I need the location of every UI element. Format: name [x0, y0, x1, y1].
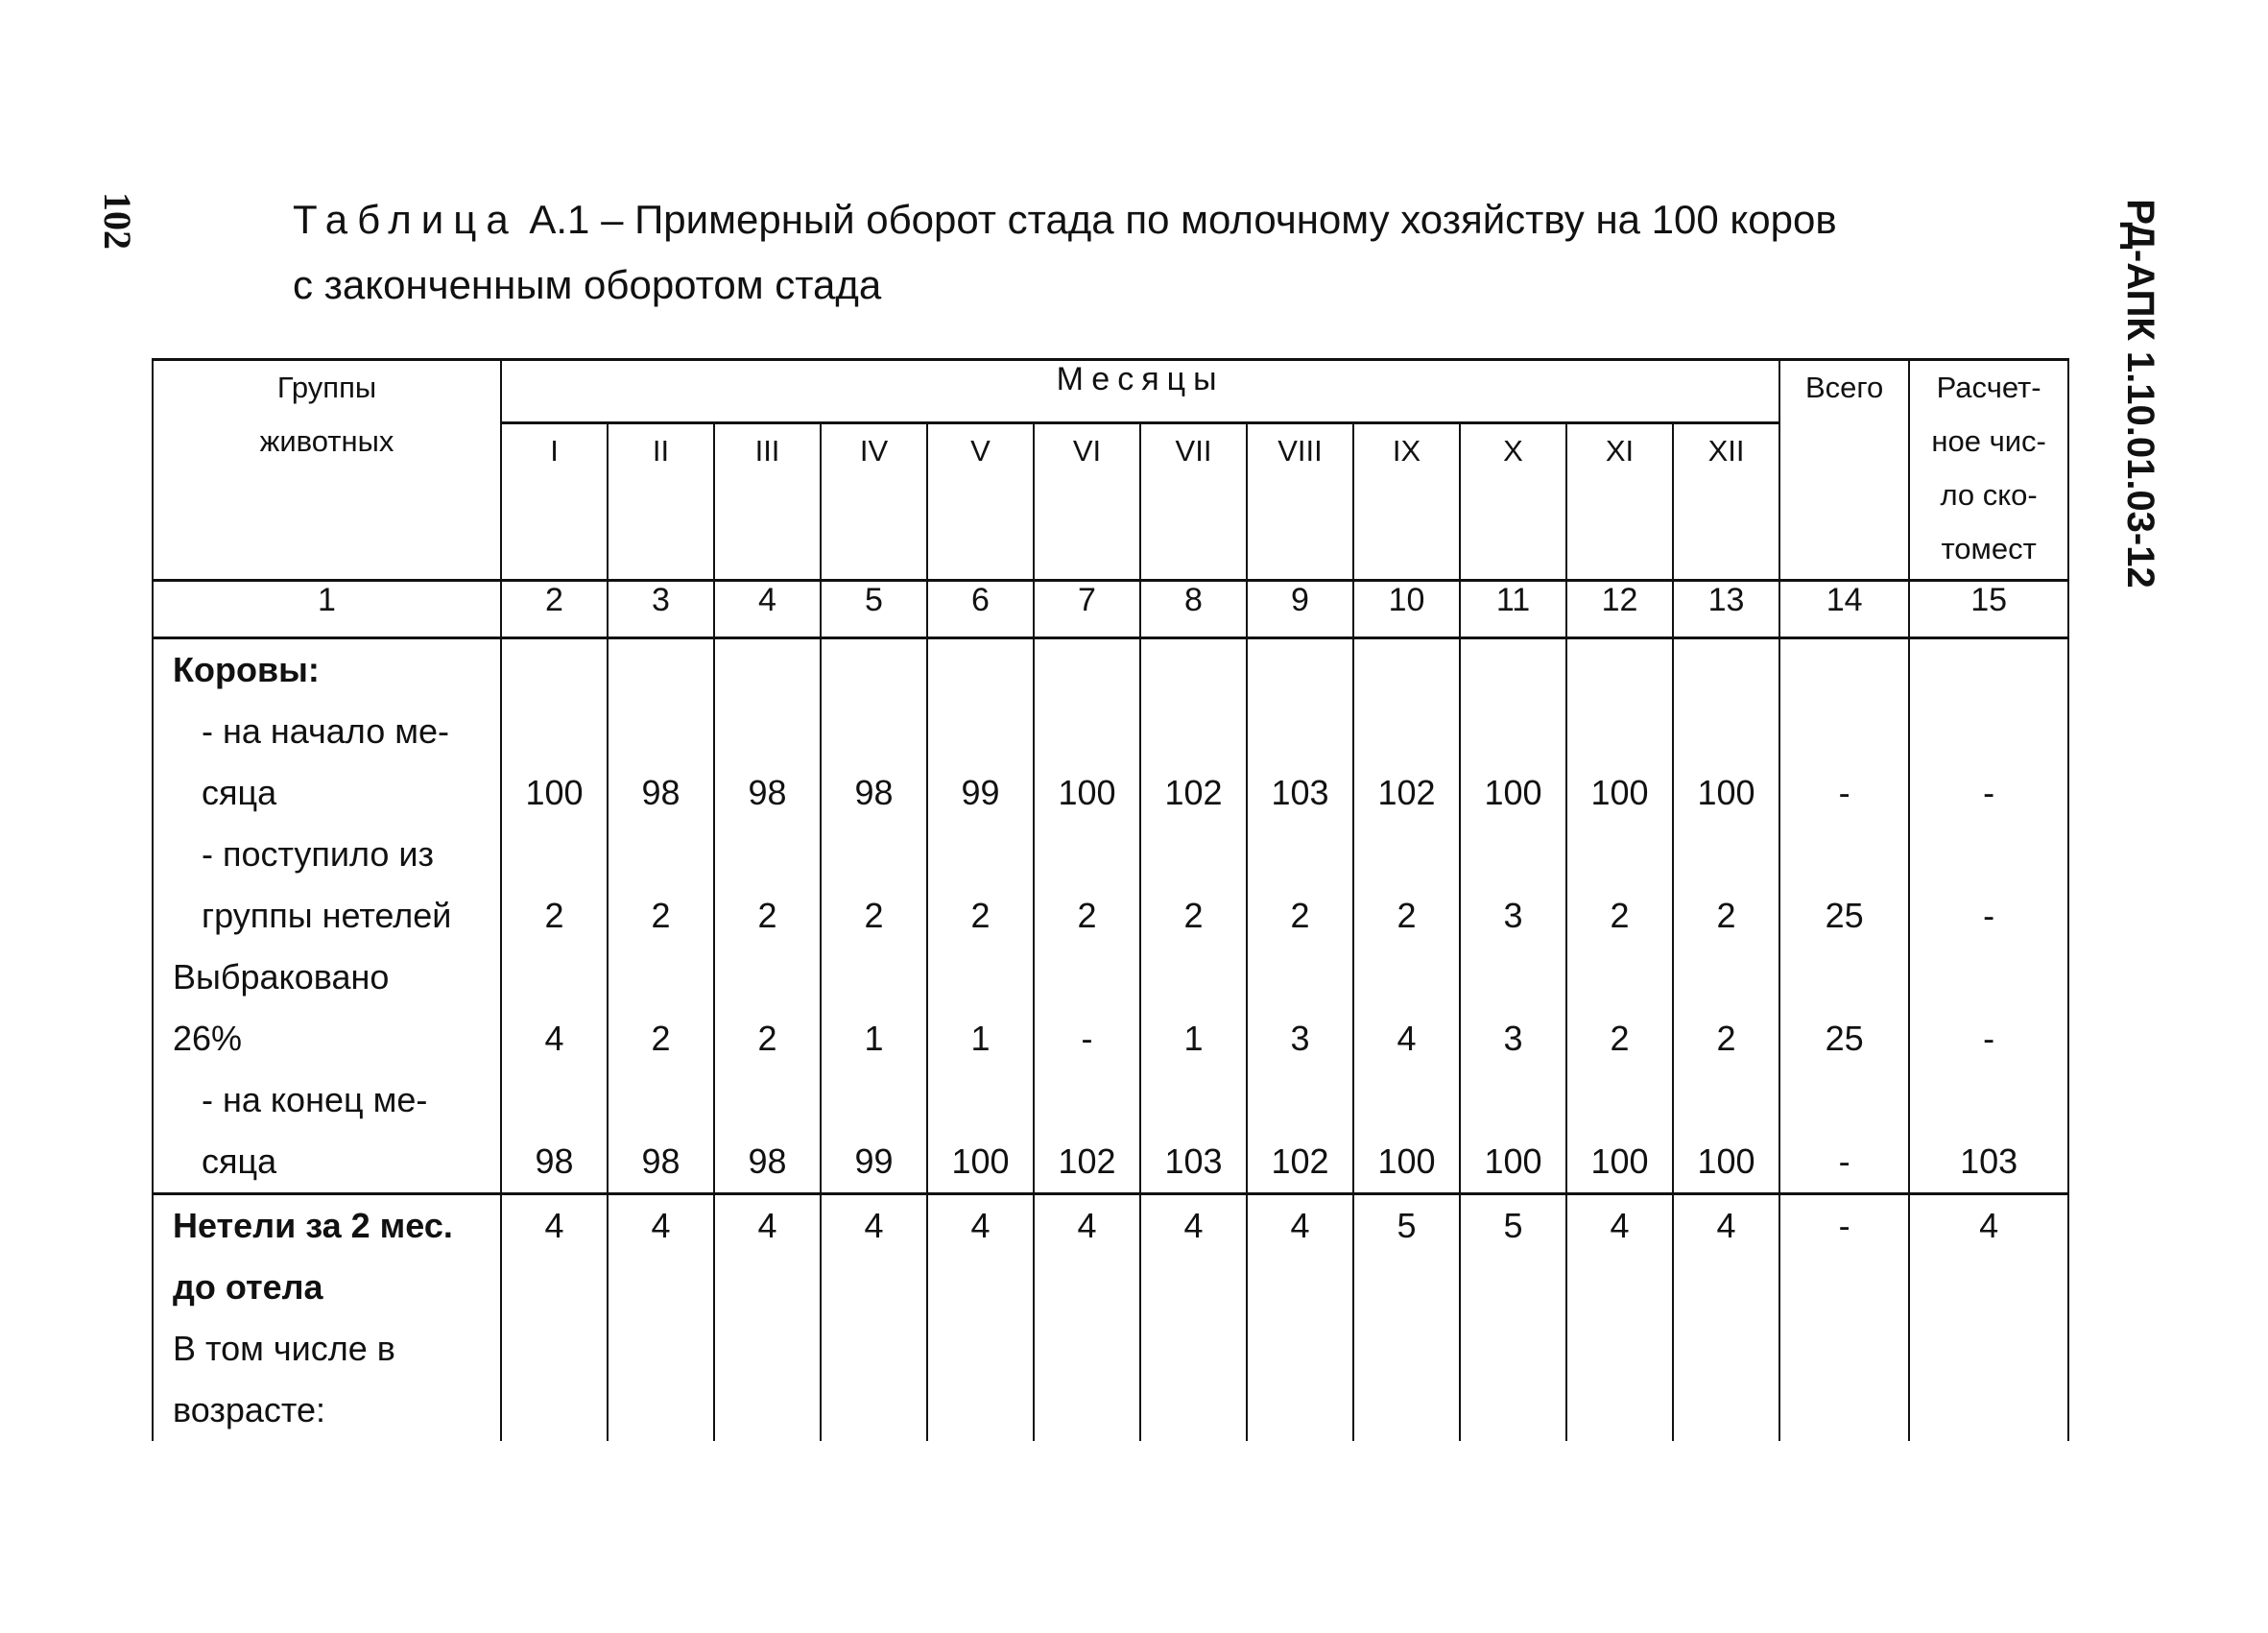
cows-row-label-line: - на конец ме-: [202, 1080, 428, 1119]
header-month: VIII: [1247, 423, 1353, 581]
column-number: 7: [1034, 581, 1140, 638]
cows-value: 2: [970, 896, 991, 935]
cows-value: 2: [1610, 1019, 1630, 1058]
cows-value: 3: [1503, 1019, 1523, 1058]
cows-value-cell: [501, 638, 608, 1194]
heifers-value-cell: [1353, 1194, 1460, 1442]
cows-value: 100: [1377, 1141, 1436, 1181]
spacer: [1141, 701, 1246, 762]
cows-value: 103: [1960, 1141, 2018, 1181]
heifers-value-cell: [608, 1194, 714, 1442]
heifers-value-cell: [1779, 1194, 1909, 1442]
column-number: 6: [927, 581, 1034, 638]
spacer: [1780, 701, 1908, 762]
spacer: [1910, 701, 2067, 762]
heifers-block-row: [153, 1194, 2068, 1442]
spacer: [715, 947, 820, 1008]
cows-value: 1: [970, 1019, 991, 1058]
spacer: [609, 1069, 713, 1131]
cows-value: -: [1838, 1141, 1850, 1181]
cows-value: 102: [1271, 1141, 1329, 1181]
spacer: [1461, 701, 1565, 762]
spacer: [1035, 639, 1139, 701]
spacer: [1780, 639, 1908, 701]
spacer: [609, 824, 713, 885]
spacer: [609, 701, 713, 762]
spacer: [1248, 947, 1352, 1008]
cows-block-row: [153, 638, 2068, 1194]
spacer: [1461, 824, 1565, 885]
heifers-value-cell: [1460, 1194, 1566, 1442]
spacer: [609, 947, 713, 1008]
header-month: IV: [821, 423, 927, 581]
column-number-row: [153, 581, 2068, 638]
spacer: [715, 701, 820, 762]
spacer: [928, 824, 1033, 885]
cows-value: -: [1983, 773, 1995, 812]
cows-value-cell: [1034, 638, 1140, 1194]
cows-value: 2: [757, 896, 777, 935]
heifers-label-cell: [153, 1194, 501, 1442]
cows-value: 98: [535, 1141, 574, 1181]
cows-value: 100: [951, 1141, 1010, 1181]
header-month: III: [714, 423, 821, 581]
cows-value: 1: [864, 1019, 884, 1058]
header-month: V: [927, 423, 1034, 581]
cows-value: 4: [1397, 1019, 1417, 1058]
column-number: 12: [1566, 581, 1673, 638]
spacer: [1141, 1069, 1246, 1131]
cows-value: 2: [651, 896, 671, 935]
column-number: 11: [1460, 581, 1566, 638]
cows-value: 2: [757, 1019, 777, 1058]
header-month: IX: [1353, 423, 1460, 581]
heifers-value: 4: [757, 1206, 777, 1245]
header-calc-places: Расчет- ное чис- ло ско- томест: [1909, 360, 2068, 581]
header-row-1: [153, 360, 2068, 423]
spacer: [1035, 701, 1139, 762]
cows-value: 100: [525, 773, 584, 812]
spacer: [1780, 947, 1908, 1008]
header-month: VII: [1140, 423, 1247, 581]
spacer: [1780, 1069, 1908, 1131]
spacer: [1354, 947, 1459, 1008]
cows-value: -: [1838, 773, 1850, 812]
heifers-value: 4: [1610, 1206, 1630, 1245]
document-code: РД-АПК 1.10.01.03-12: [2119, 199, 2161, 588]
header-months: Месяцы: [501, 360, 1779, 423]
cows-value: 98: [748, 1141, 787, 1181]
cows-value: 99: [854, 1141, 894, 1181]
heifers-value: 4: [1290, 1206, 1310, 1245]
column-number: 1: [153, 581, 501, 638]
cows-value: 102: [1058, 1141, 1116, 1181]
cows-value: -: [1983, 1019, 1995, 1058]
cows-value-cell: [1566, 638, 1673, 1194]
spacer: [1461, 947, 1565, 1008]
cows-value: 102: [1377, 773, 1436, 812]
spacer: [1780, 824, 1908, 885]
column-number: 2: [501, 581, 608, 638]
heifers-value-cell: [927, 1194, 1034, 1442]
heifers-value: 4: [1979, 1206, 1999, 1245]
spacer: [822, 947, 926, 1008]
heifers-value: 4: [544, 1206, 564, 1245]
spacer: [1141, 947, 1246, 1008]
column-number: 10: [1353, 581, 1460, 638]
header-total: Всего: [1779, 360, 1909, 581]
cows-value: 103: [1271, 773, 1329, 812]
spacer: [715, 824, 820, 885]
title-prefix: Таблица: [293, 197, 518, 242]
header-month: VI: [1034, 423, 1140, 581]
cows-value: 1: [1183, 1019, 1204, 1058]
title-line-1: [293, 187, 2020, 252]
cows-value: 2: [864, 896, 884, 935]
cows-value: 102: [1164, 773, 1223, 812]
spacer: [1461, 1069, 1565, 1131]
header-month: XI: [1566, 423, 1673, 581]
page-number: 102: [96, 192, 139, 250]
cows-value: 103: [1164, 1141, 1223, 1181]
heifers-label-line: до отела: [173, 1267, 323, 1307]
header-groups: Группы животных: [153, 360, 501, 581]
title-line-2: с законченным оборотом стада: [293, 262, 882, 307]
spacer: [1248, 824, 1352, 885]
spacer: [1674, 639, 1779, 701]
cows-row-label-line: сяца: [202, 1141, 277, 1181]
spacer: [1141, 639, 1246, 701]
spacer: [1248, 701, 1352, 762]
spacer: [715, 1069, 820, 1131]
cows-value: 100: [1697, 773, 1755, 812]
cows-value: -: [1081, 1019, 1093, 1058]
cows-value: 2: [1290, 896, 1310, 935]
table-title: [293, 187, 2020, 318]
heifers-value-cell: [1566, 1194, 1673, 1442]
heifers-value-cell: [1909, 1194, 2068, 1442]
spacer: [1035, 824, 1139, 885]
spacer: [1354, 701, 1459, 762]
cows-value: 100: [1484, 773, 1542, 812]
heifers-value: 4: [1183, 1206, 1204, 1245]
cows-value-cell: [1140, 638, 1247, 1194]
cows-value: 2: [1716, 896, 1736, 935]
spacer: [502, 824, 607, 885]
column-number: 9: [1247, 581, 1353, 638]
cows-value: 98: [748, 773, 787, 812]
cows-value-cell: [1779, 638, 1909, 1194]
heifers-value: 5: [1503, 1206, 1523, 1245]
spacer: [502, 947, 607, 1008]
spacer: [502, 701, 607, 762]
spacer: [1910, 1069, 2067, 1131]
spacer: [1248, 639, 1352, 701]
cows-value: 100: [1590, 773, 1649, 812]
heifers-value: 4: [651, 1206, 671, 1245]
cows-value: -: [1983, 896, 1995, 935]
spacer: [1354, 1069, 1459, 1131]
column-number: 15: [1909, 581, 2068, 638]
header-month: X: [1460, 423, 1566, 581]
heifers-value: 4: [1716, 1206, 1736, 1245]
cows-value-cell: [1353, 638, 1460, 1194]
cows-value: 3: [1503, 896, 1523, 935]
cows-value-cell: [927, 638, 1034, 1194]
cows-value: 4: [544, 1019, 564, 1058]
cows-value: 98: [641, 1141, 680, 1181]
spacer: [1910, 824, 2067, 885]
spacer: [822, 824, 926, 885]
heifers-value-cell: [1673, 1194, 1779, 1442]
spacer: [1910, 639, 2067, 701]
cows-value-cell: [821, 638, 927, 1194]
cows-row-label-line: 26%: [173, 1019, 243, 1058]
heifers-value: 4: [1077, 1206, 1097, 1245]
cows-value: 98: [854, 773, 894, 812]
cows-value-cell: [1247, 638, 1353, 1194]
cows-value: 100: [1484, 1141, 1542, 1181]
spacer: [1674, 824, 1779, 885]
spacer: [1035, 1069, 1139, 1131]
header-month: I: [501, 423, 608, 581]
cows-value: 2: [544, 896, 564, 935]
spacer: [1461, 639, 1565, 701]
spacer: [928, 701, 1033, 762]
heifers-value: 4: [864, 1206, 884, 1245]
cows-label-cell: [153, 638, 501, 1194]
cows-value: 2: [1716, 1019, 1736, 1058]
spacer: [822, 639, 926, 701]
spacer: [1674, 701, 1779, 762]
cows-value-cell: [1909, 638, 2068, 1194]
column-number: 14: [1779, 581, 1909, 638]
cows-row-label-line: сяца: [202, 773, 277, 812]
header-month: XII: [1673, 423, 1779, 581]
spacer: [1567, 701, 1672, 762]
column-number: 4: [714, 581, 821, 638]
heifers-value-cell: [1247, 1194, 1353, 1442]
cows-value-cell: [1673, 638, 1779, 1194]
cows-row-label-line: - на начало ме-: [202, 711, 449, 751]
spacer: [1354, 639, 1459, 701]
spacer: [822, 701, 926, 762]
cows-value: 99: [961, 773, 1000, 812]
cows-label: Коровы:: [173, 650, 320, 689]
spacer: [1567, 639, 1672, 701]
heifers-value-cell: [1034, 1194, 1140, 1442]
cows-value: 98: [641, 773, 680, 812]
column-number: 13: [1673, 581, 1779, 638]
spacer: [715, 639, 820, 701]
cows-value: 2: [1077, 896, 1097, 935]
cows-value-cell: [608, 638, 714, 1194]
spacer: [1567, 824, 1672, 885]
spacer: [1567, 1069, 1672, 1131]
cows-value-cell: [1460, 638, 1566, 1194]
spacer: [609, 639, 713, 701]
heifers-sublabel-line: В том числе в: [173, 1329, 395, 1368]
heifers-value-cell: [1140, 1194, 1247, 1442]
spacer: [502, 639, 607, 701]
heifers-sublabel-line: возрасте:: [173, 1390, 325, 1429]
cows-value: 25: [1825, 896, 1864, 935]
cows-value: 100: [1697, 1141, 1755, 1181]
heifers-value: 5: [1397, 1206, 1417, 1245]
header-month: II: [608, 423, 714, 581]
spacer: [928, 947, 1033, 1008]
cows-value: 2: [651, 1019, 671, 1058]
column-number: 8: [1140, 581, 1247, 638]
cows-value: 2: [1610, 896, 1630, 935]
spacer: [1674, 947, 1779, 1008]
spacer: [1141, 824, 1246, 885]
spacer: [928, 639, 1033, 701]
cows-value: 25: [1825, 1019, 1864, 1058]
cows-value: 100: [1058, 773, 1116, 812]
column-number: 5: [821, 581, 927, 638]
herd-turnover-table: [152, 358, 2069, 1441]
cows-value: 100: [1590, 1141, 1649, 1181]
heifers-label-line: Нетели за 2 мес.: [173, 1206, 453, 1245]
spacer: [1567, 947, 1672, 1008]
heifers-value-cell: [501, 1194, 608, 1442]
title-line1-rest: А.1 – Примерный оборот стада по молочному хозяйству на 100 коров: [517, 197, 1837, 242]
spacer: [1035, 947, 1139, 1008]
cows-value: 3: [1290, 1019, 1310, 1058]
spacer: [822, 1069, 926, 1131]
spacer: [1674, 1069, 1779, 1131]
heifers-value-cell: [821, 1194, 927, 1442]
spacer: [1910, 947, 2067, 1008]
heifers-value: 4: [970, 1206, 991, 1245]
heifers-value: -: [1838, 1206, 1850, 1245]
cows-row-label-line: Выбраковано: [173, 957, 390, 997]
spacer: [928, 1069, 1033, 1131]
cows-value: 2: [1183, 896, 1204, 935]
cows-value-cell: [714, 638, 821, 1194]
spacer: [1354, 824, 1459, 885]
cows-row-label-line: - поступило из: [202, 834, 435, 874]
spacer: [502, 1069, 607, 1131]
spacer: [1248, 1069, 1352, 1131]
column-number: 3: [608, 581, 714, 638]
cows-value: 2: [1397, 896, 1417, 935]
cows-row-label-line: группы нетелей: [202, 896, 452, 935]
heifers-value-cell: [714, 1194, 821, 1442]
